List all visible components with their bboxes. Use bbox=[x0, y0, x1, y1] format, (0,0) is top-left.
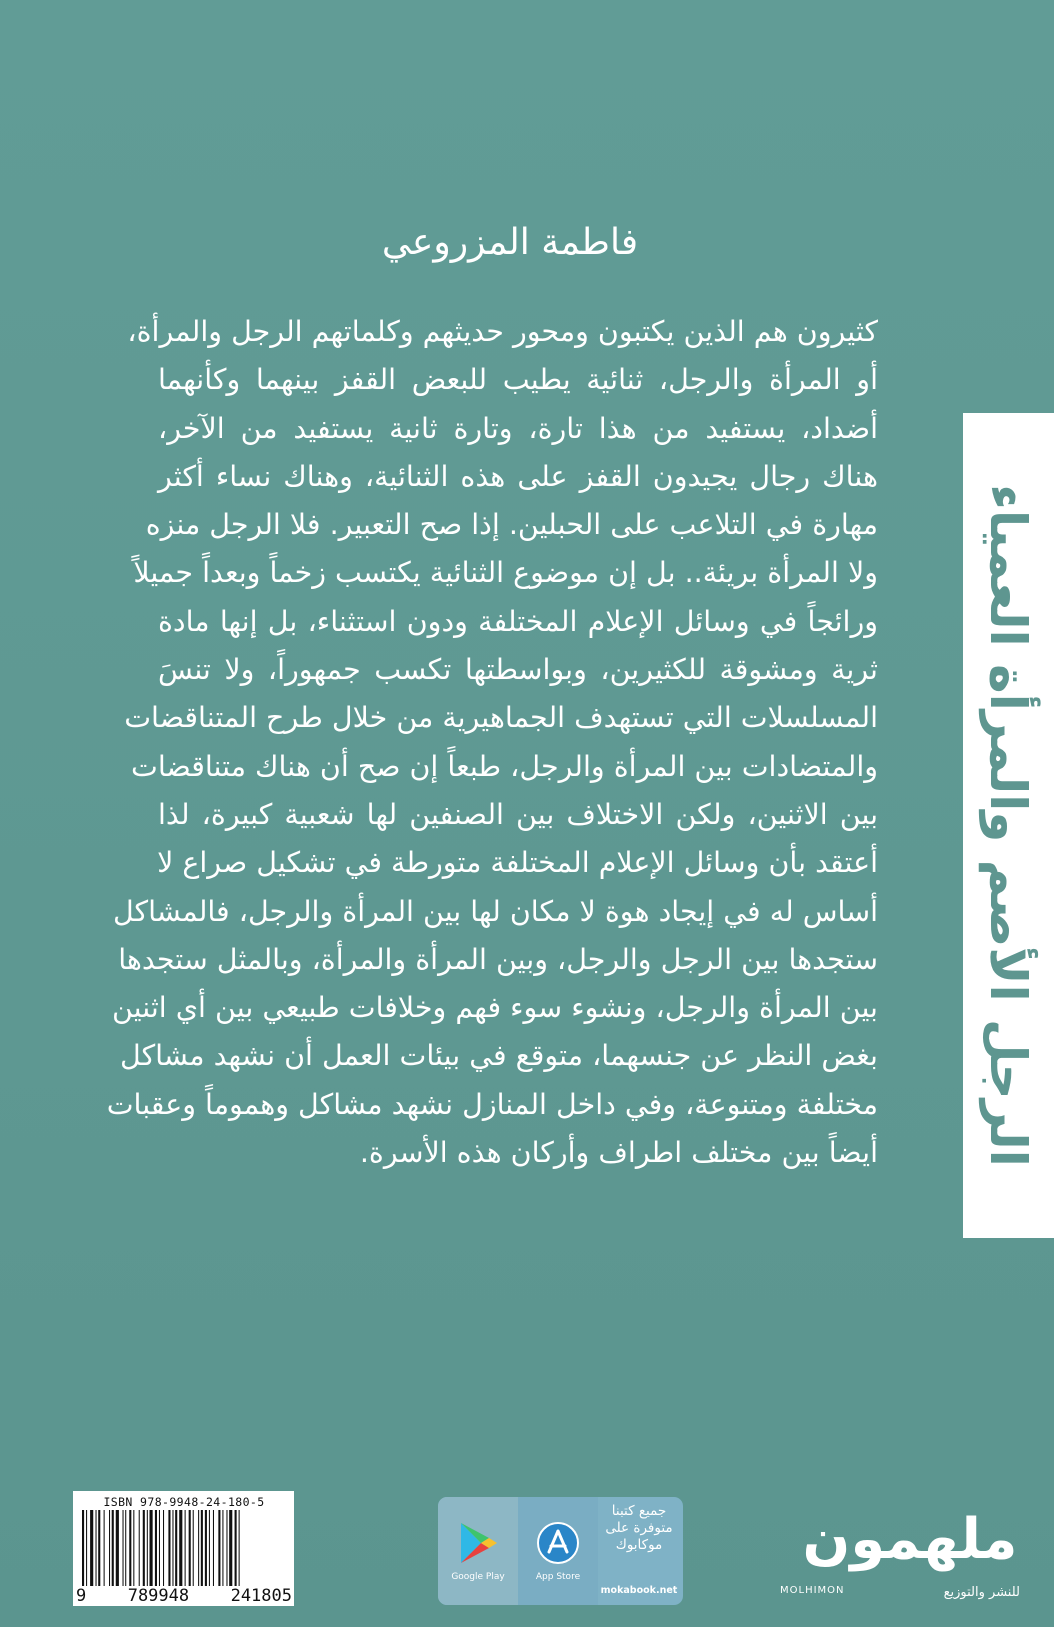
google-play-icon bbox=[457, 1520, 499, 1566]
app-download-badge bbox=[438, 1497, 683, 1605]
blurb-line: بين الاثنين، ولكن الاختلاف بين الصنفين لها شعبية كبيرة، لذا bbox=[158, 797, 878, 831]
app-promo-url[interactable]: mokabook.net bbox=[600, 1585, 678, 1596]
blurb-line: أضداد، يستفيد من هذا تارة، وتارة ثانية يستفيد من الآخر، bbox=[158, 411, 878, 445]
author-name: فاطمة المزروعي bbox=[381, 222, 639, 263]
google-play-label: Google Play bbox=[451, 1572, 505, 1582]
blurb-line: ستجدها بين الرجل والرجل، وبين المرأة والمرأة، وبالمثل ستجدها bbox=[118, 942, 878, 976]
blurb-line: المسلسلات التي تستهدف الجماهيرية من خلال طرح المتناقضات bbox=[124, 701, 878, 735]
app-store-badge[interactable] bbox=[518, 1497, 598, 1605]
blurb-line: ورائجاً في وسائل الإعلام المختلفة ودون استثناء، بل إنها مادة bbox=[158, 604, 878, 638]
blurb-line: بغض النظر عن جنسهما، متوقع في بيئات العمل أن نشهد مشاكل bbox=[120, 1039, 878, 1073]
publisher-name: ملهمون bbox=[802, 1507, 1018, 1572]
blurb-line: ثرية ومشوقة للكثيرين، وبواسطتها تكسب جمهوراً، ولا تنسَ bbox=[158, 653, 878, 687]
blurb-line: والمتضادات بين المرأة والرجل، طبعاً إن صح أن هناك متناقضات bbox=[131, 749, 878, 783]
barcode-digits bbox=[76, 1586, 292, 1606]
barcode-digit-group: 9 bbox=[76, 1586, 87, 1606]
barcode-digit-group: 241805 bbox=[230, 1586, 292, 1606]
book-title: الرجل الأصم والمرأة العمياء bbox=[979, 484, 1038, 1167]
blurb-line: أو المرأة والرجل، ثنائية يطيب للبعض القفز بينهما وكأنهما bbox=[158, 363, 878, 397]
blurb-line: أعتقد بأن وسائل الإعلام المختلفة متورطة في تشكيل صراع لا bbox=[157, 846, 878, 880]
blurb-line: كثيرون هم الذين يكتبون ومحور حديثهم وكلماتهم الرجل والمرأة، bbox=[127, 315, 878, 348]
blurb-line: أساس له في إيجاد هوة لا مكان لها بين المرأة والرجل، فالمشاكل bbox=[112, 894, 878, 928]
app-promo-text: جميع كتبنا متوفرة على موكابوك bbox=[605, 1503, 673, 1553]
title-panel bbox=[963, 413, 1054, 1238]
app-store-label: App Store bbox=[535, 1572, 581, 1582]
blurb-line: أيضاً بين مختلف اطراف وأركان هذه الأسرة. bbox=[359, 1136, 878, 1170]
blurb-line: ولا المرأة بريئة.. بل إن موضوع الثنائية يكتسب زخماً وبعداً جميلاً bbox=[133, 556, 878, 590]
blurb-line: هناك رجال يجيدون القفز على هذه الثنائية، وهناك نساء أكثر bbox=[158, 459, 878, 493]
app-store-icon bbox=[535, 1520, 581, 1566]
blurb-line: مهارة في التلاعب على الحبلين. إذا صح التعبير. فلا الرجل منزه bbox=[145, 508, 878, 542]
google-play-badge[interactable] bbox=[438, 1497, 518, 1605]
isbn-label: ISBN 978-9948-24-180-5 bbox=[103, 1495, 265, 1509]
blurb-line: بين المرأة والرجل، ونشوء سوء فهم وخلافات طبيعي بين أي اثنين bbox=[111, 991, 878, 1025]
barcode-icon bbox=[80, 1510, 288, 1586]
blurb-line: مختلفة ومتنوعة، وفي داخل المنازل نشهد مشاكل وهموماً وعقبات bbox=[106, 1087, 878, 1121]
barcode-digit-group: 789948 bbox=[127, 1586, 190, 1606]
publisher-tagline: للنشر والتوزيع bbox=[943, 1585, 1020, 1600]
blurb-text bbox=[106, 308, 878, 1177]
publisher-latin-name: MOLHIMON bbox=[780, 1585, 845, 1596]
publisher-logo bbox=[780, 1505, 1030, 1615]
